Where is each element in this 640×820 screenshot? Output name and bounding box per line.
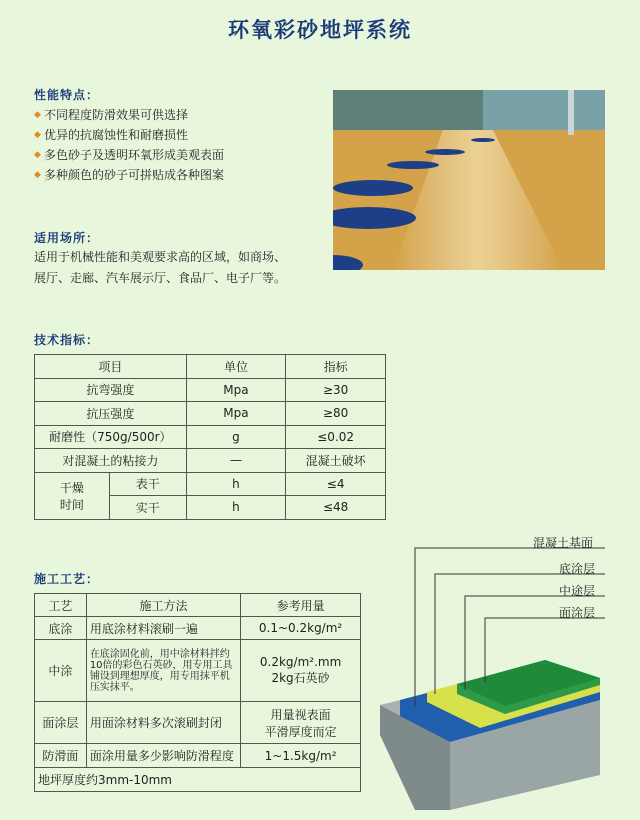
layer-diagram: [375, 530, 615, 820]
label-top: 面涂层: [559, 606, 596, 620]
applications-text: 适用于机械性能和美观要求高的区域，如商场、 展厅、走廊、汽车展示厅、食品厂、电子厂等。: [34, 250, 287, 285]
list-item: ◆ 不同程度防滑效果可供选择: [34, 105, 224, 125]
table-row: 耐磨性（750g/500r） g ≤0.02: [35, 425, 386, 449]
table-row: 底涂 用底涂材料滚刷一遍 0.1~0.2kg/m²: [35, 617, 361, 640]
label-primer: 底涂层: [559, 562, 596, 576]
applications-heading: 适用场所：: [34, 231, 100, 245]
table-row: 地坪厚度约3mm-10mm: [35, 768, 361, 792]
table-row: 抗弯强度 Mpa ≥30: [35, 378, 386, 402]
list-item: ◆ 优异的抗腐蚀性和耐磨损性: [34, 125, 224, 145]
tech-table: [34, 354, 386, 520]
table-header-row: 项目 单位 指标: [35, 355, 386, 379]
table-row: 实干 h ≤48: [35, 496, 386, 520]
bullet-icon: ◆: [34, 110, 41, 120]
label-middle: 中途层: [559, 584, 596, 598]
features-list: [34, 105, 224, 185]
floor-photo-illustration: [333, 90, 605, 270]
bullet-icon: ◆: [34, 170, 41, 180]
features-heading: 性能特点：: [34, 88, 100, 102]
process-heading: 施工工艺：: [34, 572, 100, 586]
bullet-icon: ◆: [34, 150, 41, 160]
tech-heading: 技术指标：: [34, 333, 100, 347]
table-row: 面涂层 用面涂材料多次滚刷封闭 用量视表面 平滑厚度而定: [35, 702, 361, 744]
table-row: 抗压强度 Mpa ≥80: [35, 402, 386, 426]
table-row: 中涂 在底涂固化前，用中涂材料拌约10倍的彩色石英砂，用专用工具铺设到理想厚度，用专用抹平机压实抹平。 0.2kg/m².mm 2kg石英砂: [35, 640, 361, 702]
label-concrete: 混凝土基面: [533, 536, 594, 550]
bullet-icon: ◆: [34, 130, 41, 140]
process-table: [34, 593, 361, 792]
table-row: 对混凝土的粘接力 — 混凝土破坏: [35, 449, 386, 473]
table-row: 防滑面 面涂用量多少影响防滑程度 1~1.5kg/m²: [35, 744, 361, 768]
list-item: ◆ 多种颜色的砂子可拼贴成各种图案: [34, 165, 224, 185]
floor-photo: [333, 90, 605, 270]
table-header-row: 工艺 施工方法 参考用量: [35, 594, 361, 617]
table-row: 干燥 时间 表干 h ≤4: [35, 472, 386, 496]
list-item: ◆ 多色砂子及透明环氧形成美观表面: [34, 145, 224, 165]
page-title: 环氧彩砂地坪系统: [228, 18, 412, 42]
dry-time-label: 干燥 时间: [35, 472, 110, 519]
